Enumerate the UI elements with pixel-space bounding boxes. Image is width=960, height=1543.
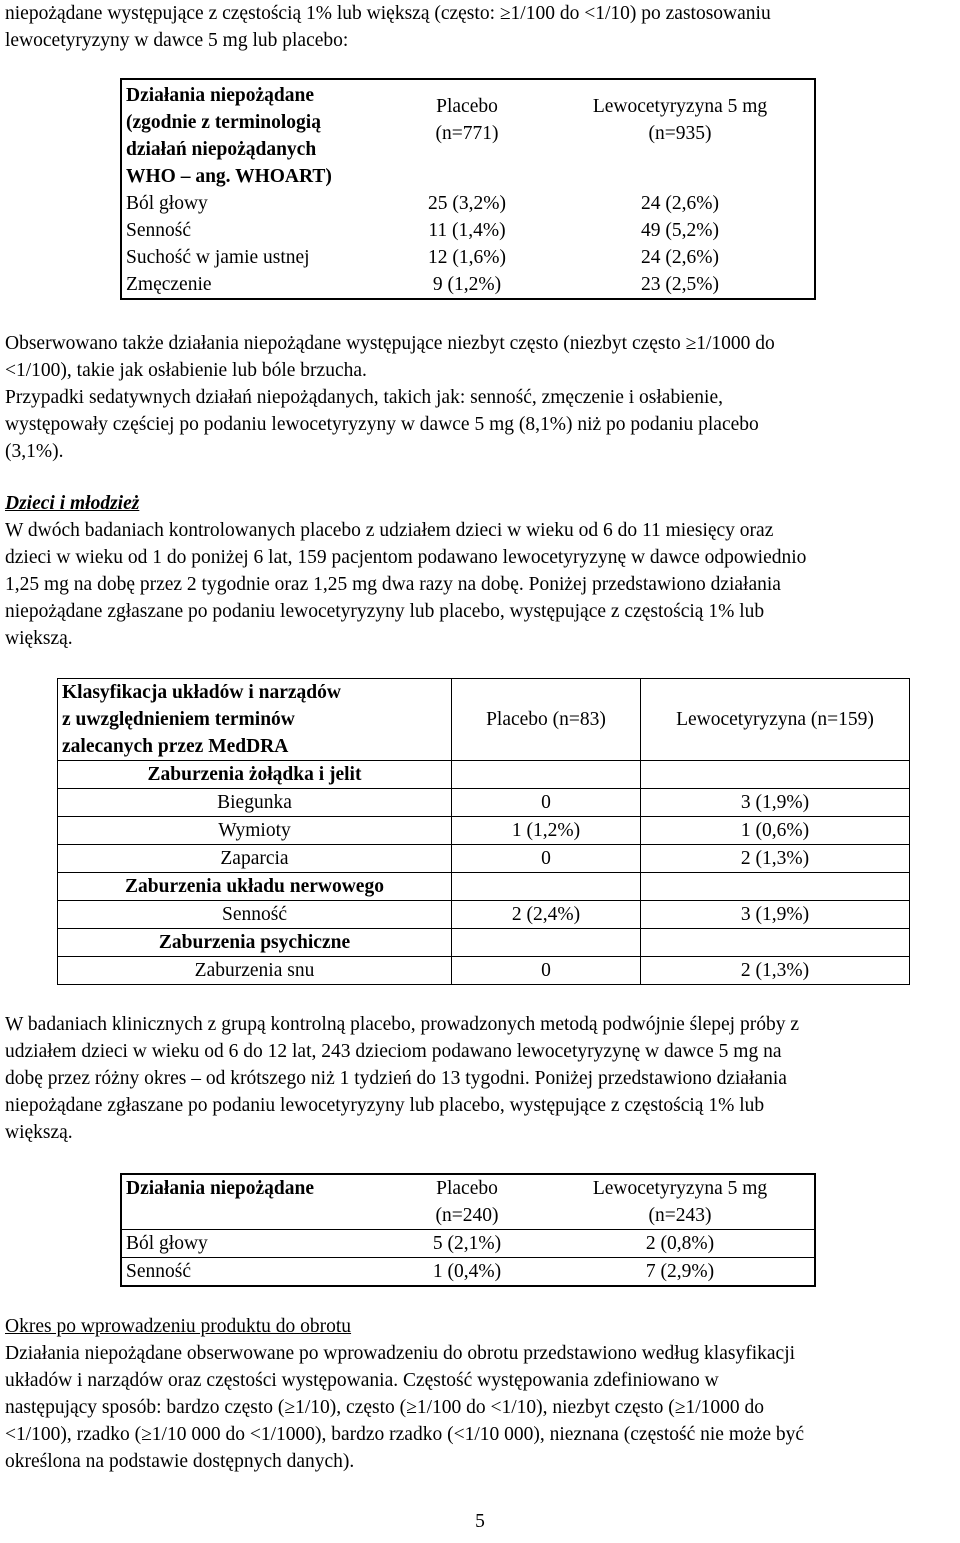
text-line: dobę przez różny okres – od krótszego niż 1 tydzień do 13 tygodni. Poniżej przedstawiono działania (5, 1068, 787, 1089)
row-label: Zaburzenia snu (58, 957, 452, 985)
postmarketing-section (5, 1313, 955, 1475)
header-cell-drug: Lewocetyryzyna 5 mg (n=243) (592, 1178, 768, 1226)
drug-value: 3 (1,9%) (641, 789, 910, 817)
placebo-value: 0 (452, 845, 641, 873)
header-cell-classification: Klasyfikacja układów i narządów z uwzględnieniem terminów zalecanych przez MedDRA (58, 679, 452, 761)
row-label: Suchość w jamie ustnej (126, 247, 310, 268)
placebo-value: 0 (452, 789, 641, 817)
row-label: Zmęczenie (126, 274, 212, 295)
header-cell-effects: Działania niepożądane (126, 1178, 314, 1199)
table-row (121, 217, 815, 244)
row-label: Zaparcia (58, 845, 452, 873)
drug-value: 3 (1,9%) (641, 901, 910, 929)
row-label: Senność (58, 901, 452, 929)
drug-value: 2 (1,3%) (641, 845, 910, 873)
table-row (58, 845, 910, 873)
text-line: Obserwowano także działania niepożądane występujące niezbyt często (niezbyt często ≥1/1000 do (5, 333, 775, 354)
table-row (121, 271, 815, 299)
text-line: niepożądane zgłaszane po podaniu lewocetyryzyny lub placebo, występujące z częstością 1% lub (5, 601, 765, 622)
table-row (121, 244, 815, 271)
adverse-effects-table-adults (120, 78, 816, 300)
text-line: <1/100), takie jak osłabienie lub bóle brzucha. (5, 360, 367, 381)
section-row (58, 761, 910, 789)
header-cell-drug: Lewocetyryzyna 5 mg (n=935) (592, 96, 768, 144)
section-row (58, 929, 910, 957)
table-row (58, 957, 910, 985)
header-cell-placebo: Placebo (n=240) (435, 1178, 499, 1226)
table-row (121, 1258, 815, 1287)
intro-line: lewocetyryzyny w dawce 5 mg lub placebo: (5, 30, 349, 51)
placebo-value: 12 (1,6%) (428, 247, 506, 268)
drug-value: 7 (2,9%) (546, 1258, 815, 1287)
text-line: większą. (5, 628, 73, 649)
text-line: występowały częściej po podaniu lewocetyryzyny w dawce 5 mg (8,1%) niż po podaniu placebo (5, 414, 759, 435)
table-row (58, 789, 910, 817)
text-line: większą. (5, 1122, 73, 1143)
page-number: 5 (475, 1511, 485, 1532)
section-title: Zaburzenia układu nerwowego (58, 873, 452, 901)
text-line: następujący sposób: bardzo często (≥1/10), często (≥1/100 do <1/10), niezbyt często (≥1/1000 do (5, 1397, 764, 1418)
drug-value: 49 (5,2%) (641, 220, 719, 241)
row-label: Senność (121, 1258, 388, 1287)
intro-line: niepożądane występujące z częstością 1% lub większą (często: ≥1/100 do <1/10) po zastosowaniu (5, 3, 771, 24)
section-heading: Okres po wprowadzeniu produktu do obrotu (5, 1316, 352, 1337)
placebo-value: 25 (3,2%) (428, 193, 506, 214)
body-paragraph (5, 330, 955, 465)
drug-value: 23 (2,5%) (641, 274, 719, 295)
section-title: Zaburzenia psychiczne (58, 929, 452, 957)
header-cell-effects: Działania niepożądane (zgodnie z terminologią działań niepożądanych WHO – ang. WHOART) (126, 85, 332, 187)
drug-value: 1 (0,6%) (641, 817, 910, 845)
header-cell-placebo: Placebo (n=771) (435, 96, 499, 144)
section-title: Zaburzenia żołądka i jelit (58, 761, 452, 789)
text-line: W badaniach klinicznych z grupą kontrolną placebo, prowadzonych metodą podwójnie ślepej próby z (5, 1014, 799, 1035)
placebo-value: 9 (1,2%) (432, 274, 502, 295)
text-line: 1,25 mg na dobę przez 2 tygodnie oraz 1,25 mg dwa razy na dobę. Poniżej przedstawiono działania (5, 574, 781, 595)
text-line: niepożądane zgłaszane po podaniu lewocetyryzyny lub placebo, występujące z częstością 1% lub (5, 1095, 765, 1116)
table-header-row (121, 79, 815, 190)
text-line: W dwóch badaniach kontrolowanych placebo z udziałem dzieci w wieku od 6 do 11 miesięcy oraz (5, 520, 774, 541)
placebo-value: 11 (1,4%) (428, 220, 506, 241)
adverse-effects-table-children-6-12 (120, 1173, 816, 1287)
drug-value: 2 (1,3%) (641, 957, 910, 985)
text-line: dzieci w wieku od 1 do poniżej 6 lat, 159 pacjentom podawano lewocetyryzynę w dawce odpowiednio (5, 547, 807, 568)
children-section (5, 490, 955, 652)
text-line: Przypadki sedatywnych działań niepożądanych, takich jak: senność, zmęczenie i osłabienie, (5, 387, 723, 408)
text-line: określona na podstawie dostępnych danych). (5, 1451, 355, 1472)
table-header-row (58, 679, 910, 761)
header-cell-drug: Lewocetyryzyna (n=159) (641, 679, 910, 761)
placebo-value: 1 (0,4%) (388, 1258, 546, 1287)
section-row (58, 873, 910, 901)
table-row (121, 1230, 815, 1258)
drug-value: 2 (0,8%) (546, 1230, 815, 1258)
body-paragraph (5, 1011, 955, 1146)
row-label: Wymioty (58, 817, 452, 845)
placebo-value: 1 (1,2%) (452, 817, 641, 845)
table-header-row (121, 1174, 815, 1230)
placebo-value: 5 (2,1%) (388, 1230, 546, 1258)
text-line: układów i narządów oraz częstości występowania. Częstość występowania zdefiniowano w (5, 1370, 719, 1391)
drug-value: 24 (2,6%) (641, 193, 719, 214)
header-cell-placebo: Placebo (n=83) (452, 679, 641, 761)
row-label: Biegunka (58, 789, 452, 817)
text-line: <1/100), rzadko (≥1/10 000 do <1/1000), bardzo rzadko (<1/10 000), nieznana (częstość nie może być (5, 1424, 805, 1445)
intro-paragraph (5, 0, 955, 54)
row-label: Senność (126, 220, 191, 241)
text-line: udziałem dzieci w wieku od 6 do 12 lat, 243 dzieciom podawano lewocetyryzynę w dawce 5 mg na (5, 1041, 782, 1062)
placebo-value: 2 (2,4%) (452, 901, 641, 929)
table-row (58, 817, 910, 845)
drug-value: 24 (2,6%) (641, 247, 719, 268)
row-label: Ból głowy (121, 1230, 388, 1258)
section-heading: Dzieci i młodzież (5, 493, 140, 514)
table-row (58, 901, 910, 929)
text-line: Działania niepożądane obserwowane po wprowadzeniu do obrotu przedstawiono według klasyfikacji (5, 1343, 796, 1364)
table-row (121, 190, 815, 217)
adverse-effects-table-children-meddra (57, 678, 910, 985)
row-label: Ból głowy (126, 193, 208, 214)
placebo-value: 0 (452, 957, 641, 985)
text-line: (3,1%). (5, 441, 64, 462)
